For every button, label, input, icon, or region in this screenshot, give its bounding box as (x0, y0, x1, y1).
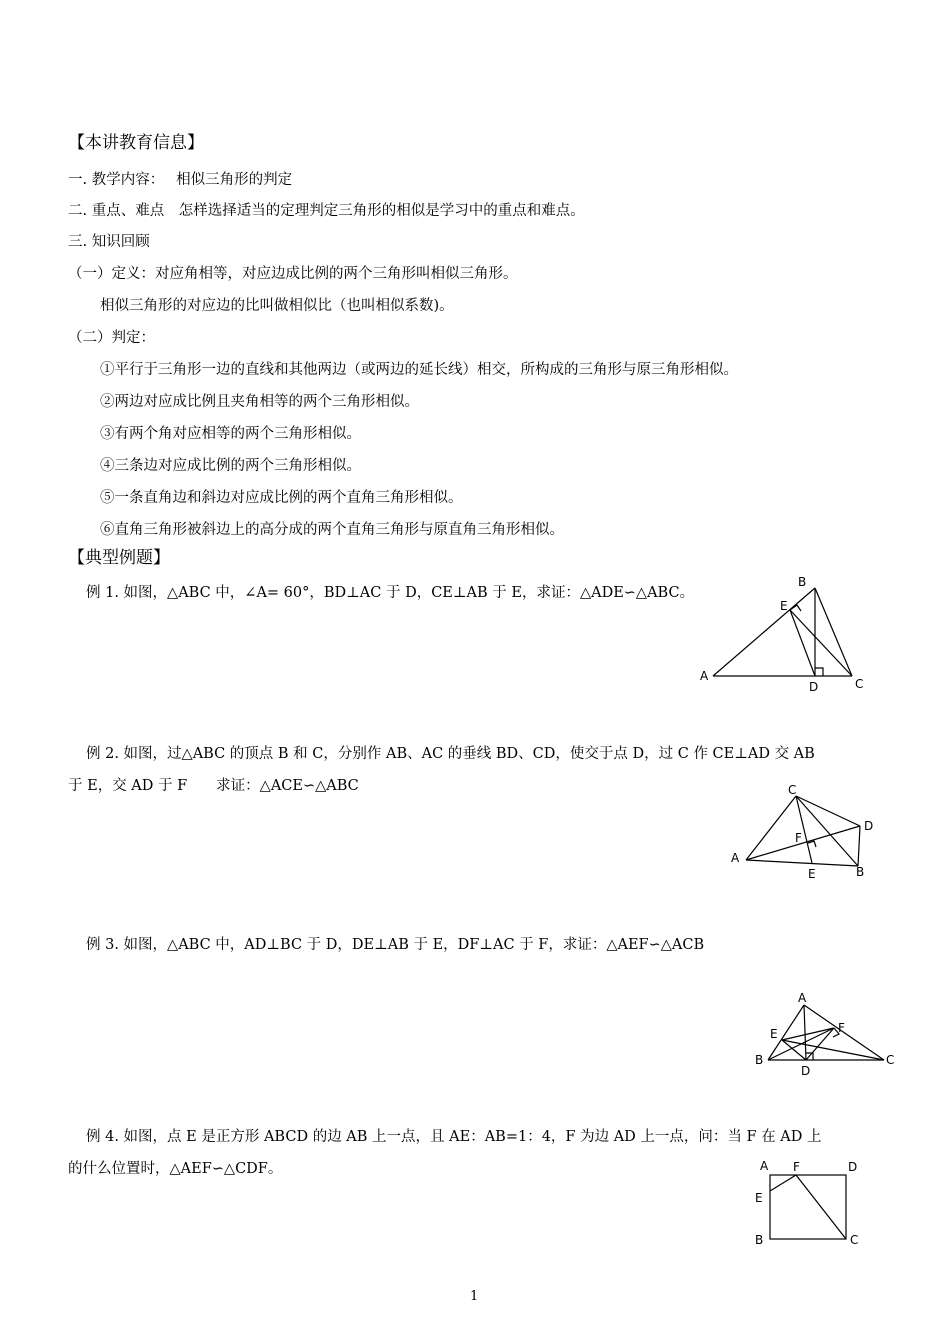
fig3-label-f: F (838, 1021, 845, 1035)
key-difficulties: 二. 重点、难点 怎样选择适当的定理判定三角形的相似是学习中的重点和难点。 (68, 203, 585, 219)
criterion-3: ③有两个角对应相等的两个三角形相似。 (100, 426, 361, 442)
fig1-right-angle-d (815, 668, 823, 676)
fig4-label-f: F (793, 1160, 800, 1174)
fig4-line-ef (770, 1175, 796, 1191)
fig2-side-ac (746, 796, 796, 860)
section-title-examples: 【典型例题】 (68, 548, 170, 568)
fig3-label-c: C (886, 1053, 895, 1067)
fig2-label-b: B (856, 865, 865, 879)
fig2-right-angle-f (808, 841, 816, 847)
criterion-4: ④三条边对应成比例的两个三角形相似。 (100, 458, 361, 474)
fig1-label-a: A (700, 669, 709, 683)
criterion-1: ①平行于三角形一边的直线和其他两边（或两边的延长线）相交，所构成的三角形与原三角形相似。 (100, 362, 738, 378)
section-title-info: 【本讲教育信息】 (68, 133, 204, 153)
fig4-label-c: C (850, 1233, 859, 1247)
fig3-label-e: E (770, 1027, 778, 1041)
fig3-label-d: D (801, 1064, 811, 1078)
example-3-text: 例 3. 如图，△ABC 中，AD⊥BC 于 D，DE⊥AB 于 E，DF⊥AC 于 F，求证：△AEF∽△ACB (86, 937, 705, 953)
fig3-label-a: A (798, 991, 807, 1005)
figure-example-1 (690, 570, 880, 700)
fig3-line-ef (782, 1028, 834, 1040)
example-2-text-line-2: 于 E，交 AD 于 F 求证：△ACE∽△ABC (68, 778, 359, 794)
example-4-text-line-2: 的什么位置时，△AEF∽△CDF。 (68, 1161, 283, 1177)
figure-example-2 (720, 775, 890, 887)
fig2-label-c: C (788, 783, 797, 797)
fig2-line-ce (796, 796, 812, 863)
fig1-label-d: D (809, 680, 819, 694)
fig2-line-cd (796, 796, 860, 826)
fig3-altitude-ad (804, 1005, 806, 1060)
fig1-label-e: E (780, 599, 788, 613)
page-number: 1 (470, 1289, 479, 1304)
fig1-altitude-ce (790, 610, 852, 676)
fig2-label-f: F (795, 831, 802, 845)
example-1-text: 例 1. 如图，△ABC 中，∠A= 60°，BD⊥AC 于 D，CE⊥AB 于 E，求证：△ADE∽△ABC。 (86, 585, 695, 601)
criterion-6: ⑥直角三角形被斜边上的高分成的两个直角三角形与原直角三角形相似。 (100, 522, 564, 538)
figure-example-3 (750, 985, 900, 1080)
fig4-label-e: E (755, 1191, 763, 1205)
fig2-label-a: A (731, 851, 740, 865)
criterion-2: ②两边对应成比例且夹角相等的两个三角形相似。 (100, 394, 419, 410)
fig4-label-d: D (848, 1160, 858, 1174)
example-2-text-line-1: 例 2. 如图，过△ABC 的顶点 B 和 C，分别作 AB、AC 的垂线 BD、CD，使交于点 D，过 C 作 CE⊥AD 交 AB (86, 746, 815, 762)
definition-line-2: 相似三角形的对应边的比叫做相似比（也叫相似系数)。 (100, 298, 454, 314)
fig1-segment-de (790, 610, 815, 676)
fig3-line-df (806, 1028, 834, 1060)
fig1-side-bc (815, 588, 852, 676)
fig2-label-e: E (808, 867, 816, 881)
fig4-label-a: A (760, 1159, 769, 1173)
fig1-label-c: C (855, 677, 864, 691)
fig3-label-b: B (755, 1053, 764, 1067)
knowledge-review: 三. 知识回顾 (68, 234, 150, 250)
figure-example-4 (750, 1155, 870, 1250)
criteria-title: （二）判定： (68, 330, 155, 346)
fig4-label-b: B (755, 1233, 764, 1247)
fig2-side-ab (746, 860, 858, 866)
example-4-text-line-1: 例 4. 如图，点 E 是正方形 ABCD 的边 AB 上一点，且 AE：AB=1：4，F 为边 AD 上一点，问：当 F 在 AD 上 (86, 1129, 822, 1145)
fig1-side-ab (713, 588, 815, 676)
criterion-5: ⑤一条直角边和斜边对应成比例的两个直角三角形相似。 (100, 490, 463, 506)
fig1-label-b: B (798, 575, 807, 589)
fig2-line-bd (858, 826, 860, 866)
definition-line-1: （一）定义：对应角相等，对应边成比例的两个三角形叫相似三角形。 (68, 266, 518, 282)
fig4-line-fc (796, 1175, 846, 1239)
fig2-line-ad (746, 826, 860, 860)
teaching-content: 一. 教学内容： 相似三角形的判定 (68, 172, 293, 188)
fig2-label-d: D (864, 819, 874, 833)
fig2-side-cb (796, 796, 858, 866)
